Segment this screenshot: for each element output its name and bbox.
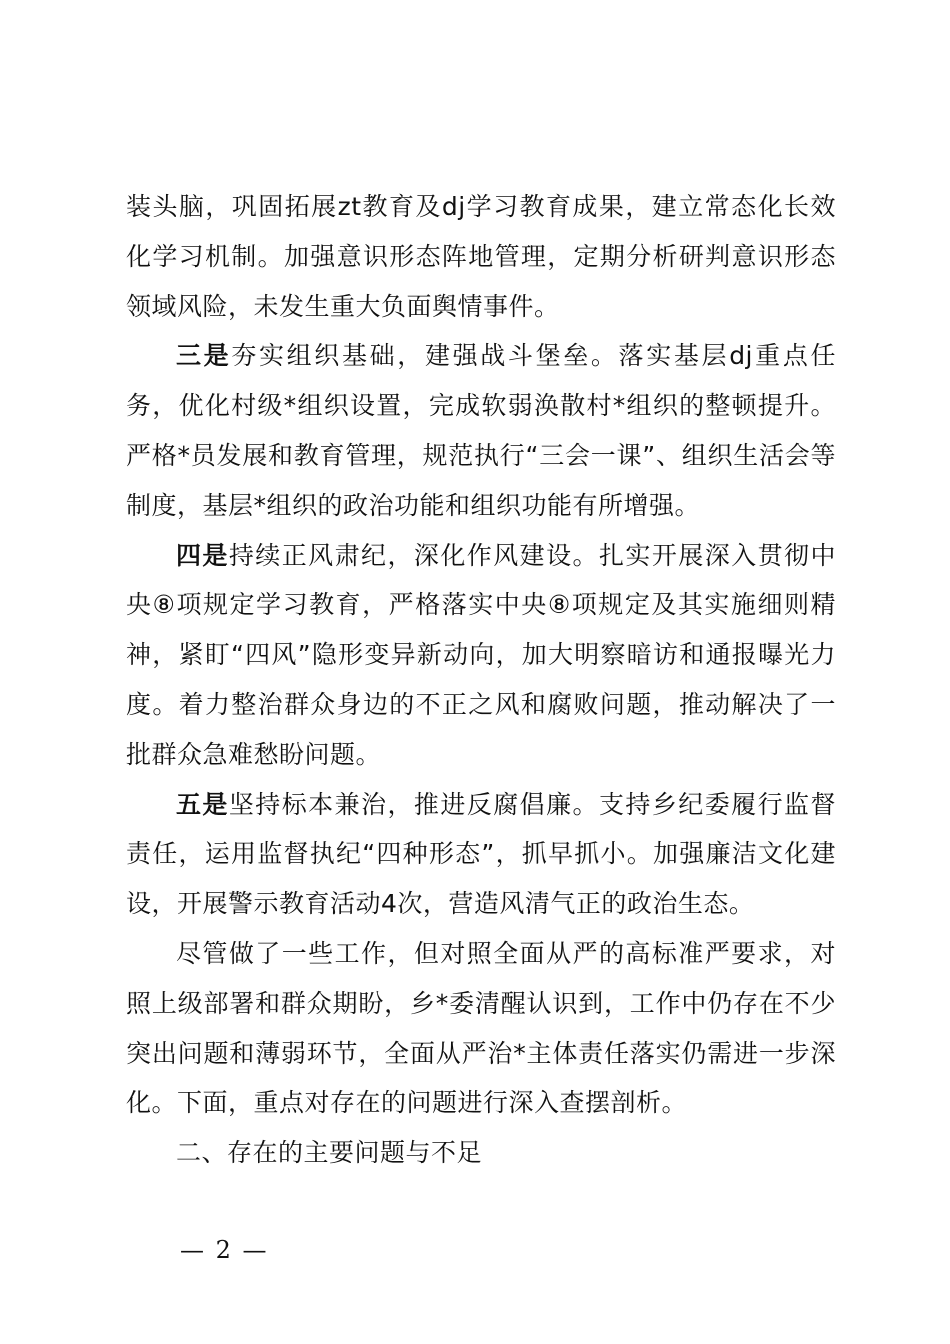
paragraph-text: 尽管做了一些工作，但对照全面从严的高标准严要求，对照上级部署和群众期盼，乡*委清醒认识到，工作中仍存在不少突出问题和薄弱环节，全面从严治*主体责任落实仍需进一步深化。下面，重点对存在的问题进行深入查摆剖析。 — [126, 938, 836, 1118]
paragraph-lead: 四是 — [176, 540, 229, 570]
paragraph-text: 夯实组织基础，建强战斗堡垒。落实基层dj重点任务，优化村级*组织设置，完成软弱涣散村*组织的整顿提升。严格*员发展和教育管理，规范执行“三会一课”、组织生活会等制度，基层*组织的政治功能和组织功能有所增强。 — [126, 341, 836, 520]
paragraph-summary — [126, 929, 836, 1128]
paragraph-four — [126, 531, 836, 780]
paragraph-lead: 三是 — [176, 341, 232, 371]
body-text — [126, 182, 836, 1178]
paragraph-five — [126, 780, 836, 929]
paragraph-text: 持续正风肃纪，深化作风建设。扎实开展深入贯彻中央⑧项规定学习教育，严格落实中央⑧项规定及其实施细则精神，紧盯“四风”隐形变异新动向，加大明察暗访和通报曝光力度。着力整治群众身边的不正之风和腐败问题，推动解决了一批群众急难愁盼问题。 — [126, 540, 836, 769]
paragraph-text: 坚持标本兼治，推进反腐倡廉。支持乡纪委履行监督责任，运用监督执纪“四种形态”，抓早抓小。加强廉洁文化建设，开展警示教育活动4次，营造风清气正的政治生态。 — [126, 789, 836, 919]
paragraph-three — [126, 331, 836, 530]
paragraph-lead: 五是 — [176, 789, 229, 819]
paragraph-continued — [126, 182, 836, 331]
page-number: — 2 — — [180, 1236, 269, 1264]
paragraph-text: 装头脑，巩固拓展zt教育及dj学习教育成果，建立常态化长效化学习机制。加强意识形态阵地管理，定期分析研判意识形态领域风险，未发生重大负面舆情事件。 — [126, 192, 836, 321]
section-heading: 二、存在的主要问题与不足 — [176, 1138, 483, 1168]
